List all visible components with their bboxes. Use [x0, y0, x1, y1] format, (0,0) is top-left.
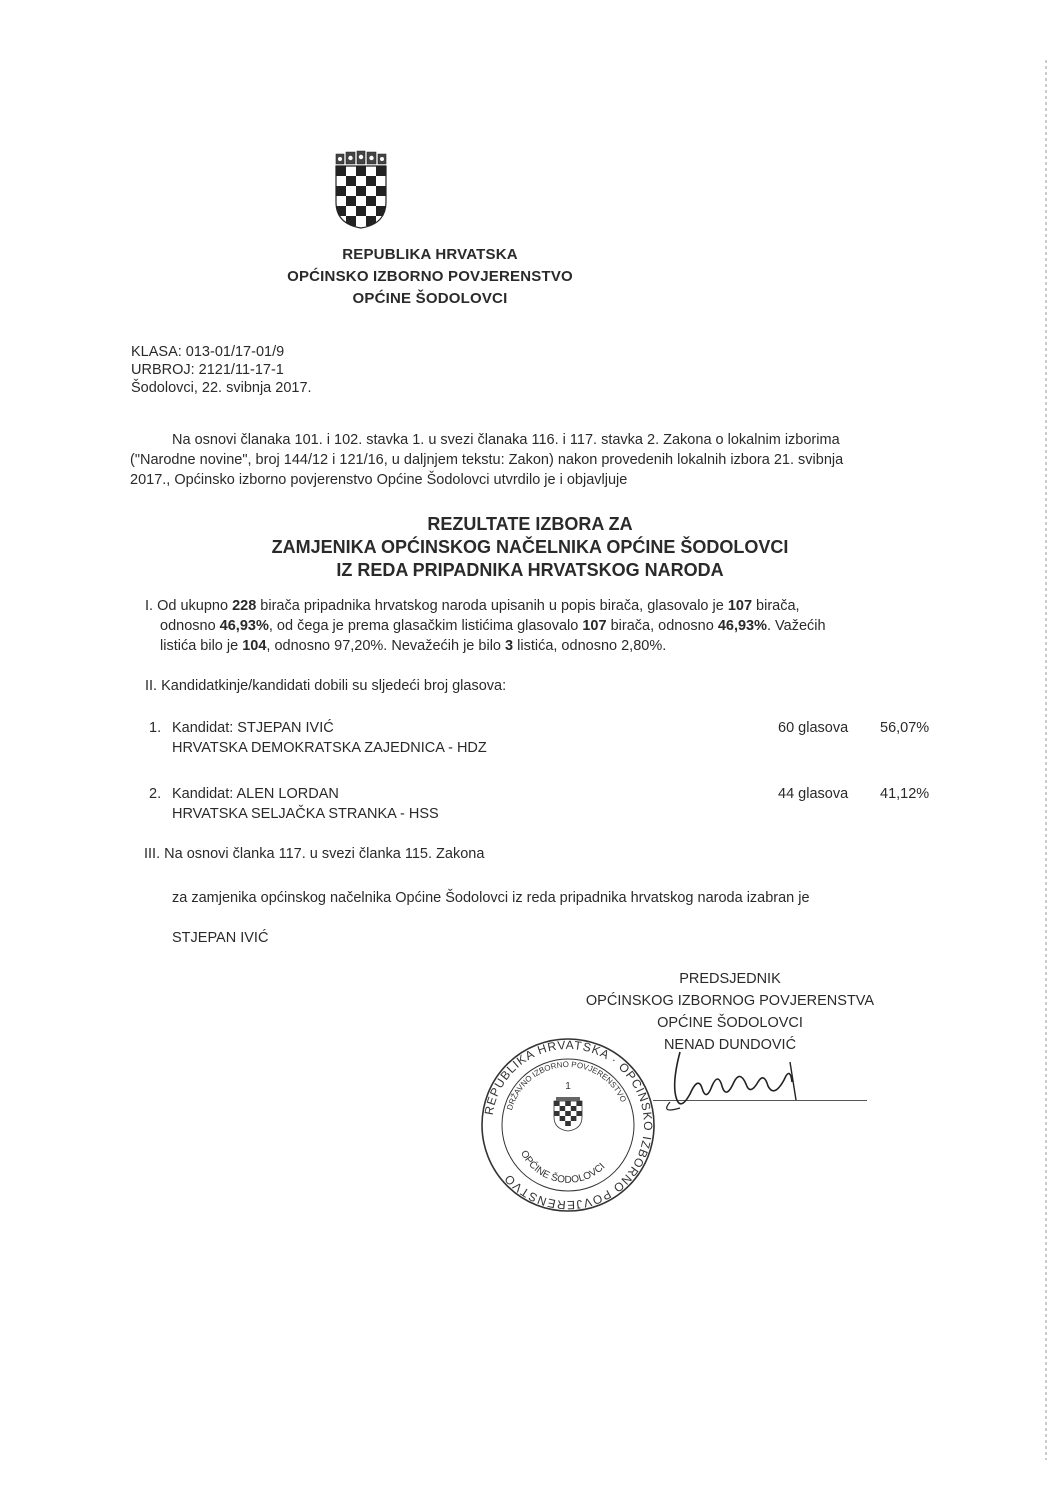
- candidate-1-num: 1.: [149, 720, 162, 736]
- candidate-1-party: HRVATSKA DEMOKRATSKA ZAJEDNICA - HDZ: [172, 740, 487, 756]
- klasa-line: KLASA: 013-01/17-01/9: [131, 344, 285, 360]
- invalid-ballots: 3: [505, 638, 514, 654]
- text: birača pripadnika hrvatskog naroda upisanih u popis birača, glasovalo je: [256, 598, 728, 614]
- text: listića bilo je: [160, 638, 243, 654]
- intro-line: Na osnovi članaka 101. i 102. stavka 1. u svezi članaka 116. i 117. stavka 2. Zakona o lokalnim izborima: [172, 432, 840, 448]
- text: . Važećih: [767, 618, 826, 634]
- scan-edge: [1045, 60, 1047, 1460]
- candidate-2-votes: 44 glasova: [778, 786, 849, 802]
- section-number: I.: [145, 598, 154, 614]
- text: birača,: [752, 598, 800, 614]
- header-municipality: OPĆINE ŠODOLOVCI: [352, 290, 508, 307]
- header-commission: OPĆINSKO IZBORNO POVJERENSTVO: [287, 268, 573, 285]
- stamp-outer-text: REPUBLIKA HRVATSKA · OPĆINSKO IZBORNO POVJERENSTVO: [481, 1037, 656, 1213]
- section-i: [145, 596, 945, 656]
- text: birača, odnosno: [606, 618, 718, 634]
- signature-title: OPĆINSKOG IZBORNOG POVJERENSTVA: [585, 993, 875, 1009]
- intro-line: 2017., Općinsko izborno povjerenstvo Općine Šodolovci utvrdilo je i objavljuje: [130, 472, 628, 488]
- text: Od ukupno: [157, 598, 233, 614]
- croatian-coat-of-arms-icon: [330, 150, 392, 230]
- registered-voters: 228: [232, 598, 257, 614]
- turnout-percent: 46,93%: [219, 618, 269, 634]
- candidate-2-party: HRVATSKA SELJAČKA STRANKA - HSS: [172, 806, 439, 822]
- ballot-percent: 46,93%: [717, 618, 767, 634]
- valid-ballots: 104: [242, 638, 267, 654]
- candidate-1-name: Kandidat: STJEPAN IVIĆ: [172, 720, 334, 736]
- text: listića, odnosno 2,80%.: [513, 638, 667, 654]
- header-republic: REPUBLIKA HRVATSKA: [342, 246, 518, 263]
- elected-name: STJEPAN IVIĆ: [172, 930, 269, 946]
- text: , od čega je prema glasačkim listićima glasovalo: [268, 618, 583, 634]
- date-line: Šodolovci, 22. svibnja 2017.: [131, 380, 312, 396]
- signatory-name: NENAD DUNDOVIĆ: [663, 1037, 797, 1053]
- section-iii-heading: III. Na osnovi članka 117. u svezi članka 115. Zakona: [144, 846, 485, 862]
- handwritten-signature: [650, 1042, 860, 1122]
- stamp-number: 1: [565, 1081, 571, 1092]
- ballot-voted-count: 107: [582, 618, 607, 634]
- section-iii-text: za zamjenika općinskog načelnika Općine Šodolovci iz reda pripadnika hrvatskog naroda izabran je: [172, 890, 810, 906]
- candidate-2-num: 2.: [149, 786, 162, 802]
- results-title: IZ REDA PRIPADNIKA HRVATSKOG NARODA: [336, 560, 724, 580]
- candidate-2-name: Kandidat: ALEN LORDAN: [172, 786, 339, 802]
- stamp-inner-text: DRŽAVNO IZBORNO POVJERENSTVO: [505, 1059, 628, 1112]
- intro-paragraph: [130, 430, 940, 490]
- official-stamp: [478, 1035, 658, 1215]
- signature-title: PREDSJEDNIK: [679, 971, 781, 987]
- results-title: ZAMJENIKA OPĆINSKOG NAČELNIKA OPĆINE ŠODOLOVCI: [271, 537, 789, 557]
- urbroj-line: URBROJ: 2121/11-17-1: [131, 362, 284, 378]
- intro-line: ("Narodne novine", broj 144/12 i 121/16, u daljnjem tekstu: Zakon) nakon provedenih lokalnih izbora 21. svibnja: [130, 452, 844, 468]
- results-title: REZULTATE IZBORA ZA: [427, 514, 633, 534]
- candidate-1-votes: 60 glasova: [778, 720, 849, 736]
- section-ii-heading: II. Kandidatkinje/kandidati dobili su sljedeći broj glasova:: [145, 678, 507, 694]
- stamp-center-text: OPĆINE ŠODOLOVCI: [518, 1148, 608, 1186]
- text: odnosno: [160, 618, 220, 634]
- candidate-1-percent: 56,07%: [880, 720, 930, 736]
- text: , odnosno 97,20%. Nevažećih je bilo: [266, 638, 506, 654]
- signature-title: OPĆINE ŠODOLOVCI: [657, 1015, 803, 1031]
- candidate-2-percent: 41,12%: [880, 786, 930, 802]
- voted-count: 107: [727, 598, 753, 614]
